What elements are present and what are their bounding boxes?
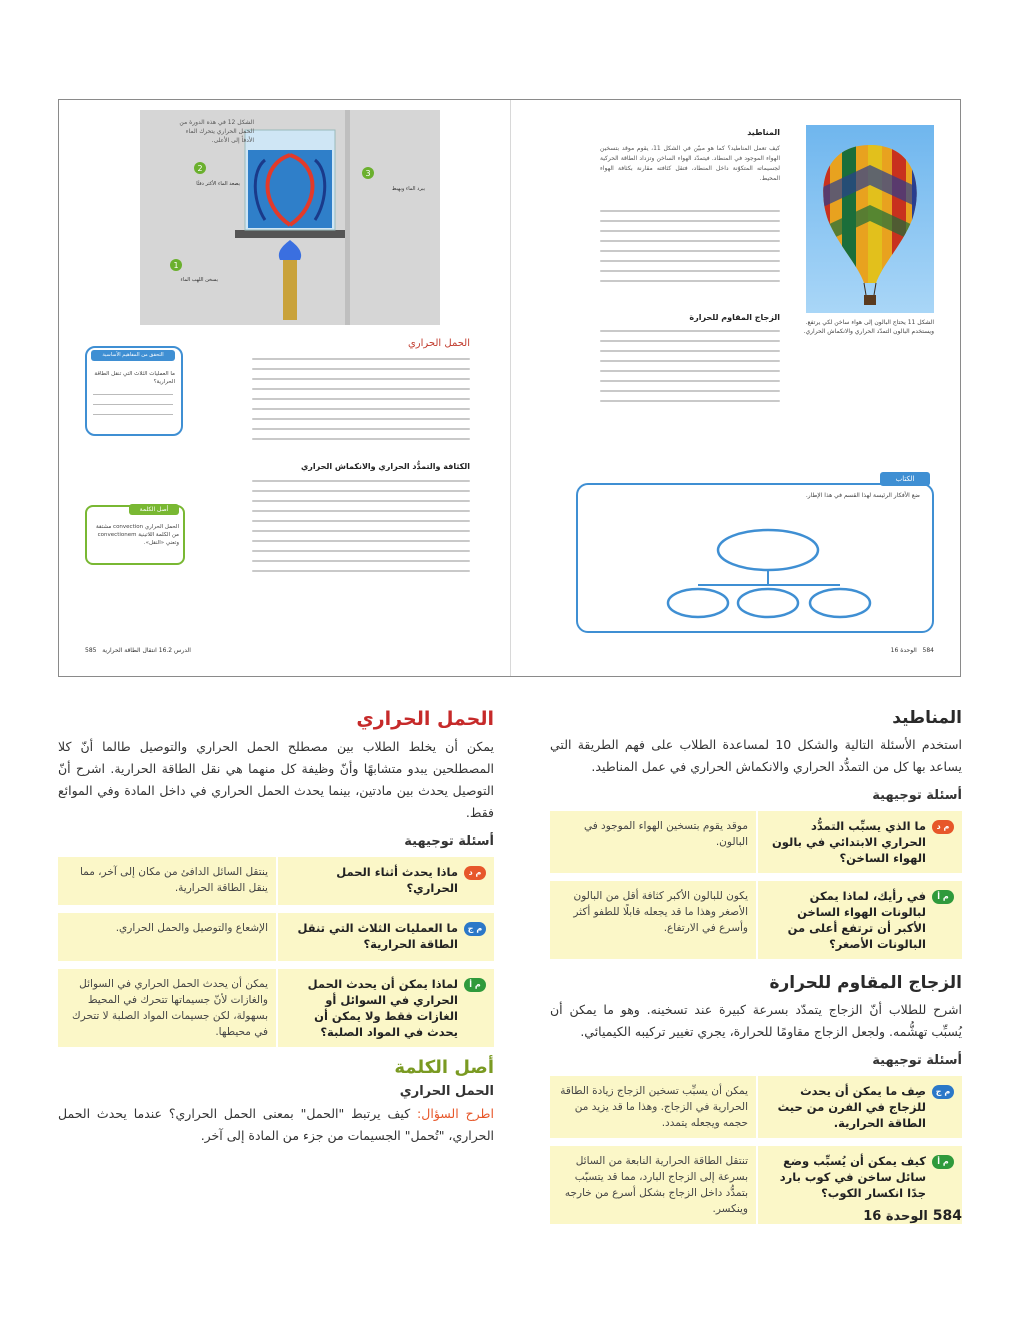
answer-text: يكون للبالون الأكبر كثافة أقل من البالون الأصغر وهذا ما قد يجعله قابلًا للطفو أكثر وأسرع في الارتفاع. bbox=[573, 890, 748, 934]
figure-label-2: يصعد الماء الأكثر دفئًا bbox=[196, 181, 240, 187]
question-text: م د ما الذي يسبِّب التمدُّد الحراري الابتدائي في بالون الهواء الساخن؟ bbox=[756, 811, 962, 873]
word-origin-subtitle: الحمل الحراري bbox=[399, 1084, 494, 1099]
balloons-title: المناطيد bbox=[892, 708, 962, 728]
thumb-density-lines bbox=[252, 480, 470, 580]
key-concept-tag: التحقق من المفاهيم الأساسية bbox=[91, 350, 175, 361]
level-badge: م د bbox=[932, 820, 954, 834]
word-origin-ask: اطرح السؤال: كيف يرتبط "الحمل" بمعنى الحمل الحراري؟ عندما يحدث الحمل الحراري، "تُحمل" الجسيمات من جزء من المادة إلى آخر. bbox=[58, 1106, 494, 1143]
thumb-convection-heading: الحمل الحراري bbox=[407, 338, 470, 349]
question-text: م أ في رأيك، لماذا يمكن لبالونات الهواء الساخن الأكبر أن ترتفع أعلى من البالونات الأصغر؟ bbox=[756, 881, 962, 959]
unit-label: الوحدة 16 bbox=[863, 1209, 928, 1224]
svg-text:1: 1 bbox=[173, 261, 179, 270]
question-text: م أ كيف يمكن أن يُسبِّب وضع سائل ساخن في كوب بارد جدًا انكسار الكوب؟ bbox=[756, 1146, 962, 1224]
foldables-tag: الكتاب bbox=[880, 472, 930, 486]
question-row bbox=[550, 881, 962, 959]
convection-column bbox=[58, 708, 494, 1147]
answer-text: يمكن أن يسبِّب تسخين الزجاج زيادة الطاقة الحرارية في الزجاج. وهذا ما قد يزيد من حجمه ويجعله يتمدد. bbox=[560, 1085, 748, 1129]
convection-intro: يمكن أن يخلط الطلاب بين مصطلح الحمل الحراري والتوصيل طالما أنّ كلا المصطلحين يبدو متشابهًا وأنّ وظيفة كل منهما هي نقل الطاقة الحرارية. اشرح أنّ التوصيل يحدث بين مادتين، بينما يحدث الحمل الحراري في داخل المادة وفي الموائع فقط. bbox=[58, 739, 494, 820]
convection-guide-heading: أسئلة توجيهية bbox=[404, 834, 494, 849]
level-badge: م أ bbox=[932, 1155, 954, 1169]
level-badge: م أ bbox=[932, 890, 954, 904]
answer-text: موقد يقوم بتسخين الهواء الموجود في البالون. bbox=[583, 820, 748, 848]
glass-intro: اشرح للطلاب أنّ الزجاج يتمدّد بسرعة كبيرة عند تسخينه. وهو ما يمكن أن يُسبِّب تهشُّمه. ولجعل الزجاج مقاومًا للحرارة، يجري تغيير تركيبه الكيميائي. bbox=[550, 1002, 962, 1039]
question-row bbox=[58, 913, 494, 961]
svg-text:2: 2 bbox=[197, 164, 203, 173]
question-row bbox=[58, 857, 494, 905]
balloons-guide-heading: أسئلة توجيهية bbox=[872, 788, 962, 803]
answer-text: الإشعاع والتوصيل والحمل الحراري. bbox=[115, 922, 268, 934]
thumb-footer-left: 585 الدرس 16.2 انتقال الطاقة الحرارية bbox=[85, 647, 191, 654]
answer-text: ينتقل السائل الدافئ من مكان إلى آخر، مما ينقل الطاقة الحرارية. bbox=[79, 866, 268, 894]
foldables-instruction: ضع الأفكار الرئيسة لهذا القسم في هذا الإطار. bbox=[805, 492, 920, 499]
thumbnail-page-585 bbox=[59, 100, 510, 676]
svg-text:3: 3 bbox=[365, 169, 371, 178]
figure-12-caption: الشكل 12 في هذه الدورة من الحمل الحراري يتحرك الماء الأدفأ إلى الأعلى. bbox=[179, 119, 254, 144]
page-footer bbox=[841, 1208, 962, 1224]
question-text: م أ لماذا يمكن أن يحدث الحمل الحراري في السوائل أو الغازات فقط ولا يمكن أن يحدث في المواد الصلبة؟ bbox=[276, 969, 494, 1047]
thumb-balloons-text: كيف تعمل المناطيد؟ كما هو مبيّن في الشكل 11، يقوم موقد بتسخين الهواء الموجود في المنطاد. فيتمدّد الهواء الساخن وتزداد الطاقة الحركية لجسيماته المتكوّنة داخل المنطاد، فتقل كثافته مقارنة بكثافة الهواء المحيط. bbox=[600, 145, 780, 182]
hot-air-balloon-photo bbox=[806, 125, 934, 313]
ask-label: اطرح السؤال: bbox=[417, 1106, 494, 1121]
thumb-text-lines bbox=[600, 210, 780, 290]
word-origin-tag: أصل الكلمة bbox=[129, 504, 179, 515]
thumbnail-page-584 bbox=[509, 100, 960, 676]
level-badge: م أ bbox=[464, 978, 486, 992]
thumb-glass-heading: الزجاج المقاوم للحرارة bbox=[689, 313, 780, 322]
key-concept-question: ما العمليات الثلاث التي تنقل الطاقة الحرارية؟ bbox=[94, 371, 175, 385]
figure-label-1: يسخن اللهب الماء bbox=[180, 277, 218, 283]
question-text: م ج ما العمليات الثلاث التي تنقل الطاقة الحرارية؟ bbox=[276, 913, 494, 961]
thumb-footer-right: 584 الوحدة 16 bbox=[890, 647, 934, 654]
student-edition-thumbnail bbox=[58, 99, 961, 677]
level-badge: م ج bbox=[464, 922, 486, 936]
word-origin-title: أصل الكلمة bbox=[394, 1057, 494, 1078]
answer-text: تنتقل الطاقة الحرارية النابعة من السائل بسرعة إلى الزجاج البارد، مما قد يتسبّب بتمدُّد داخل الزجاج بشكل أسرع من خارجه وينكسر. bbox=[564, 1155, 748, 1215]
balloons-column bbox=[550, 708, 962, 1232]
question-row bbox=[550, 811, 962, 873]
balloons-intro: استخدم الأسئلة التالية والشكل 10 لمساعدة الطلاب على فهم الطريقة التي يساعد بها كل من التمدُّد الحراري والانكماش الحراري في عمل المناطيد. bbox=[550, 737, 962, 774]
page-number: 584 bbox=[932, 1208, 962, 1224]
question-row bbox=[58, 969, 494, 1047]
thumb-convection-lines bbox=[252, 358, 470, 448]
question-row bbox=[550, 1076, 962, 1138]
convection-title: الحمل الحراري bbox=[356, 708, 494, 730]
glass-title: الزجاج المقاوم للحرارة bbox=[769, 973, 962, 993]
question-text: م ج صِف ما يمكن أن يحدث للزجاج في الفرن من حيث الطاقة الحرارية. bbox=[756, 1076, 962, 1138]
word-origin-text: الحمل الحراري convection مشتقة من الكلمة اللاتينية convectionem وتعني «النقل». bbox=[96, 524, 179, 546]
answer-lines bbox=[93, 394, 173, 415]
figure-11-caption: الشكل 11 يحتاج البالون إلى هواء ساخن لكي يرتفع. ويستخدم البالون التمدّد الحراري والانكماش الحراري. bbox=[803, 319, 934, 335]
figure-label-3: يبرد الماء ويهبط bbox=[391, 186, 425, 192]
level-badge: م د bbox=[464, 866, 486, 880]
answer-text: يمكن أن يحدث الحمل الحراري في السوائل والغازات لأنّ جسيماتها تتحرك في المحيط بسهولة، لكن جسيمات المواد الصلبة لا تتحرك في محيطها. bbox=[72, 978, 268, 1038]
question-text: م د ماذا يحدث أثناء الحمل الحراري؟ bbox=[276, 857, 494, 905]
foldables-frame bbox=[576, 483, 934, 633]
thumb-density-heading: الكثافة والتمدُّد الحراري والانكماش الحراري bbox=[300, 462, 470, 471]
level-badge: م ج bbox=[932, 1085, 954, 1099]
thumb-balloons-heading: المناطيد bbox=[747, 128, 780, 137]
glass-guide-heading: أسئلة توجيهية bbox=[872, 1053, 962, 1068]
thumb-glass-lines bbox=[600, 330, 780, 410]
